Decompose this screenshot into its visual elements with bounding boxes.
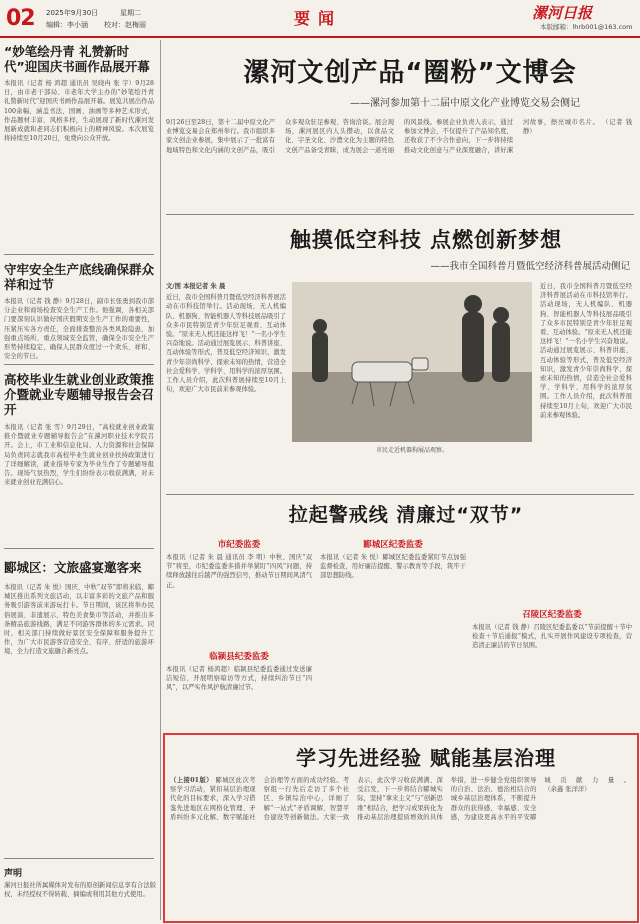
column-divider — [160, 40, 161, 920]
divider — [166, 494, 634, 495]
headline: “妙笔绘丹青 礼赞新时代”迎国庆书画作品展开幕 — [4, 44, 150, 74]
article-body: 本报讯（记者 朱 悦）国庆、中秋“双节”即将来临，郾城区推出系列文旅活动，以丰富多彩的文旅产品和服务吸引游客前来游玩打卡。节日期间，该区将举办民俗展演、非遗展示、特色美食集市等活动，并推出多条精品旅游线路，满足不同游客群体的多元需求。同时，相关部门持续做好景区安全保障和服务提升工作，为广大市民游客营造安全、有序、舒适的旅游环境，全力打造文旅融合新亮点。 — [4, 584, 154, 656]
headline: 郾城区：文旅盛宴邀客来 — [4, 560, 142, 575]
divider — [4, 548, 154, 549]
mid-story-right-text — [540, 282, 632, 462]
municipal-discipline-box — [166, 538, 312, 653]
declaration-title: 声明 — [4, 869, 23, 879]
story-calligraphy-exhibit — [4, 44, 154, 279]
mid-story-subtitle: ——我市全国科普月暨低空经济科普展活动侧记 — [430, 261, 630, 272]
top-story-body — [166, 118, 632, 206]
box-body: 本报讯（记者 杨鸿超）临颍县纪委监委通过发送廉洁短信、开展明察暗访等方式，持续纠治节日“四风”，以严实作风护航清廉过节。 — [166, 666, 312, 692]
proofreader-credit: 校对：赵梅丽 — [104, 21, 146, 29]
mid-story-left-text — [166, 282, 286, 493]
article-body-continued: 近日，我市全国科普月暨低空经济科普展活动在市科技馆举行。活动现场，无人机编队、机器狗、智能机器人等科技展品吸引了众多市民特别是青少年驻足观看、互动体验。“原来无人机还能这样飞！”一名小学生兴奋地说。活动通过展览展示、科普讲座、互动体验等形式，普及低空经济知识，激发青少年崇尚科学、探索未知的热情，营造全社会爱科学、学科学、用科学的浓厚氛围。工作人员介绍，此次科普展持续至10月上旬，欢迎广大市民前来参观体验。 — [540, 283, 632, 419]
divider — [4, 254, 154, 255]
article-author: （余鑫 张洋洋） — [544, 786, 591, 794]
article-body: 近日，我市全国科普月暨低空经济科普展活动在市科技馆举行。活动现场，无人机编队、机器狗、智能机器人等科技展品吸引了众多市民特别是青少年驻足观看、互动体验。“原来无人机还能这样飞！”一名小学生兴奋地说。活动通过展览展示、科普讲座、互动体验等形式，普及低空经济知识，激发青少年崇尚科学、探索未知的热情，营造全社会爱科学、学科学、用科学的浓厚氛围。工作人员介绍，此次科普展持续至10月上旬，欢迎广大市民前来参观体验。 — [166, 294, 286, 394]
box-title: 郾城区纪委监委 — [363, 540, 423, 550]
box-title: 市纪委监委 — [217, 540, 261, 550]
photo-floor — [292, 372, 532, 442]
photo-caption: 市民走近机器狗展品观察。 — [375, 447, 448, 454]
top-story-headline: 漯河文创产品“圈粉”文博会 — [243, 58, 577, 88]
box-title: 临颍县纪委监委 — [209, 652, 269, 662]
box-body: 本报讯（记者 朱 晨 通讯员 李 明）中秋、国庆“双节”将至，市纪委监委多措并举紧盯“四风”问题，持续释放越往后越严的强烈信号，推动节日期间风清气正。 — [166, 554, 312, 589]
newspaper-logo: 漯河日报 — [532, 4, 593, 22]
headline: 守牢安全生产底线确保群众祥和过节 — [4, 262, 155, 292]
shaoling-discipline-box — [472, 538, 632, 693]
declaration-box — [4, 866, 156, 899]
article-body: 本报讯（记者 杨 鸿超 通讯员 吴晓冉 张 宇）9月28日，由市老干部局、市老年大学主办的“妙笔绘丹青 礼赞新时代”迎国庆书画作品展开幕。展览共展出作品100余幅，涵盖书法、国画、油画等多种艺术形式，作品题材丰富、风格多样，生动展现了新时代漯河发展新成就和老同志们积极向上的精神风貌。本次展览将持续至10月20日，免费向公众开放。 — [4, 80, 154, 143]
honest-festival-headline: 拉起警戒线 清廉过“双节” — [288, 504, 524, 526]
article-text: 9月26日至28日，第十二届中原文化产业博览交易会在郑州举行。我市组织多家文创企业参展，集中展示了一批富有地域特色和文化内涵的文创产品，吸引众多观众驻足参观、咨询洽谈。展会现场，漯河展区内人头攒动，以食品文化、字圣文化、沙澧文化为主题的特色文创产品备受青睐，成为展会一道亮丽的风景线。参展企业负责人表示，通过参加文博会，不仅提升了产品知名度，还收获了不少合作意向，下一步将持续推动文化创意与产业深度融合，讲好漯河故事，擦亮城市名片。 — [166, 119, 600, 154]
byline: 文/图 本报记者 朱 晨 — [166, 283, 226, 290]
divider — [4, 858, 154, 859]
story-yancheng-tourism — [4, 560, 154, 853]
page-number: 02 — [6, 6, 35, 31]
article-body: 本报讯（记者 张 雪）9月29日，“高校就业创业政策推介暨就业专题辅导报告会”在漯河职业技术学院召开。会上，市工业和信息化局、人力资源和社会保障局负责同志就我市高校毕业生就业创业扶持政策进行了详细解读，就业指导专家为毕业生作了专题辅导报告。现场气氛热烈，学生们纷纷表示收获满满，对未来就业创业充满信心。 — [4, 424, 154, 487]
declaration-body: 漯河日报社所属媒体对发布的原创新闻信息享有合法版权，未经授权不得转载、摘编或利用其他方式使用。 — [4, 882, 156, 899]
robot-dog-photo — [292, 282, 532, 442]
contact-email: 本版邮箱：lhrb001@163.com — [540, 23, 633, 31]
editor-credit: 编辑：李小涵 — [46, 21, 88, 29]
linying-discipline-box — [166, 650, 312, 735]
article-body: 本报讯（记者 钱 静）9月28日，副市长张勇到我市部分企业和商场检查安全生产工作。他强调，各相关部门要深刻认识做好国庆假期安全生产工作的重要性，压紧压实各方责任，全面排查整治各类风险隐患，加强重点场所、重点领域安全监管，确保全市安全生产形势持续稳定，确保人民群众度过一个欢乐、祥和、安全的节日。 — [4, 298, 154, 361]
issue-weekday: 星期二 — [120, 9, 141, 17]
article-author: （记者 钱 静） — [523, 119, 632, 136]
bottom-story-body — [170, 776, 630, 914]
box-title: 召陵区纪委监委 — [522, 610, 582, 620]
story-production-safety — [4, 262, 154, 387]
mid-story-headline: 触摸低空科技 点燃创新梦想 — [289, 228, 563, 252]
yancheng-discipline-box — [320, 538, 466, 653]
box-body: 本报讯（记者 朱 悦）郾城区纪委监委紧盯节点加强监督检查，用好廉洁提醒、警示教育等手段，筑牢干部思想防线。 — [320, 554, 466, 580]
story-graduate-employment — [4, 372, 154, 553]
bottom-story-headline: 学习先进经验 赋能基层治理 — [296, 746, 556, 770]
issue-date: 2025年9月30日 — [46, 9, 99, 17]
divider — [166, 214, 634, 215]
section-title: 要闻 — [294, 9, 343, 28]
box-body: 本报讯（记者 钱 静）召陵区纪委监委以“节前提醒＋节中检查＋节后通报”模式，扎实开展作风建设专项检查，营造清正廉洁的节日氛围。 — [472, 624, 632, 650]
dateline: （上接01版） — [170, 777, 214, 784]
article-text: 郾城区此次考察学习活动，紧扣基层治理现代化的目标要求，深入学习借鉴先进地区在网格化管理、矛盾纠纷多元化解、数字赋能社会治理等方面的成功经验。考察组一行先后走访了多个社区、乡镇综治中心，详细了解“一站式”矛盾调解、智慧平台建设等创新做法。大家一致表示，此次学习收获满满、深受启发，下一步将结合郾城实际，坚持“拿来主义”与“创新思维”相结合，把学习成果转化为推动基层治理提质增效的具体举措，进一步健全党组织领导的自治、法治、德治相结合的城乡基层治理体系，不断提升群众的获得感、幸福感、安全感，为建设更高水平的平安郾城贡献力量。 — [170, 777, 630, 821]
photo-illustration — [292, 282, 532, 442]
divider — [4, 364, 154, 365]
headline: 高校毕业生就业创业政策推介暨就业专题辅导报告会召开 — [4, 372, 155, 417]
top-story-subtitle: ——漯河参加第十二届中原文化产业博览交易会侧记 — [350, 98, 580, 109]
